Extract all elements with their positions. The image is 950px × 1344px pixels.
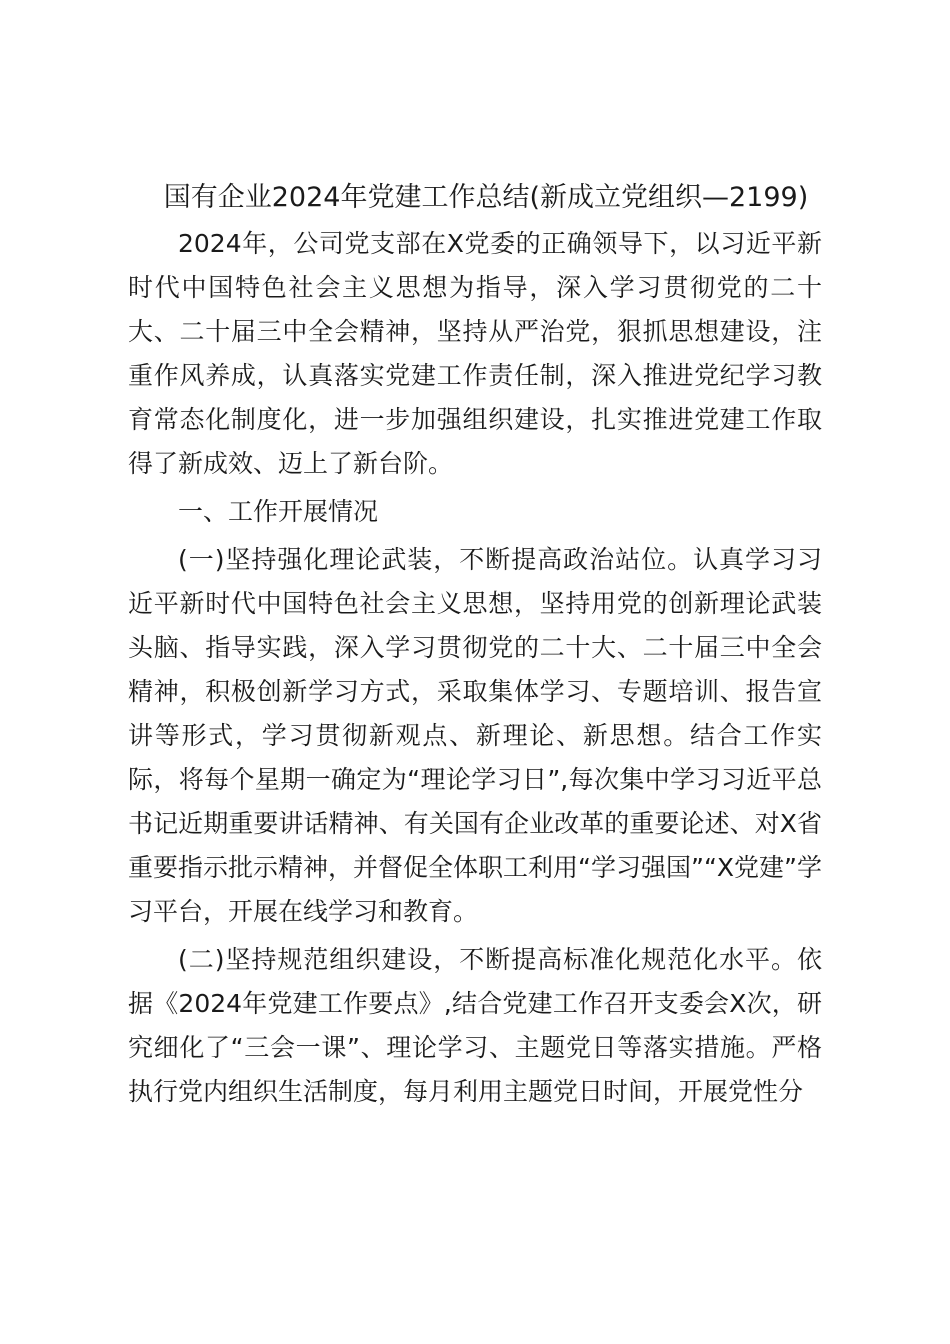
document-body (128, 222, 822, 1118)
section-heading: 一、工作开展情况 (178, 497, 379, 526)
intro-paragraph: 2024年，公司党支部在X党委的正确领导下，以习近平新时代中国特色社会主义思想为指导，深入学习贯彻党的二十大、二十届三中全会精神，坚持从严治党，狠抓思想建设，注重作风养成，认真落实党建工作责任制，深入推进党纪学习教育常态化制度化，进一步加强组织建设，扎实推进党建工作取得了新成效、迈上了新台阶。 (128, 229, 822, 478)
paragraph-2: (二)坚持规范组织建设，不断提高标准化规范化水平。依据《2024年党建工作要点》,结合党建工作召开支委会X次，研究细化了“三会一课”、理论学习、主题党日等落实措施。严格执行党内组织生活制度，每月利用主题党日时间，开展党性分 (128, 945, 822, 1106)
paragraph-1: (一)坚持强化理论武装，不断提高政治站位。认真学习习近平新时代中国特色社会主义思想，坚持用党的创新理论武装头脑、指导实践，深入学习贯彻党的二十大、二十届三中全会精神，积极创新学习方式，采取集体学习、专题培训、报告宣讲等形式，学习贯彻新观点、新理论、新思想。结合工作实际，将每个星期一确定为“理论学习日”,每次集中学习习近平总书记近期重要讲话精神、有关国有企业改革的重要论述、对X省重要指示批示精神，并督促全体职工利用“学习强国”“X党建”学习平台，开展在线学习和教育。 (128, 545, 822, 926)
document-title: 国有企业2024年党建工作总结(新成立党组织—2199) (163, 182, 809, 213)
